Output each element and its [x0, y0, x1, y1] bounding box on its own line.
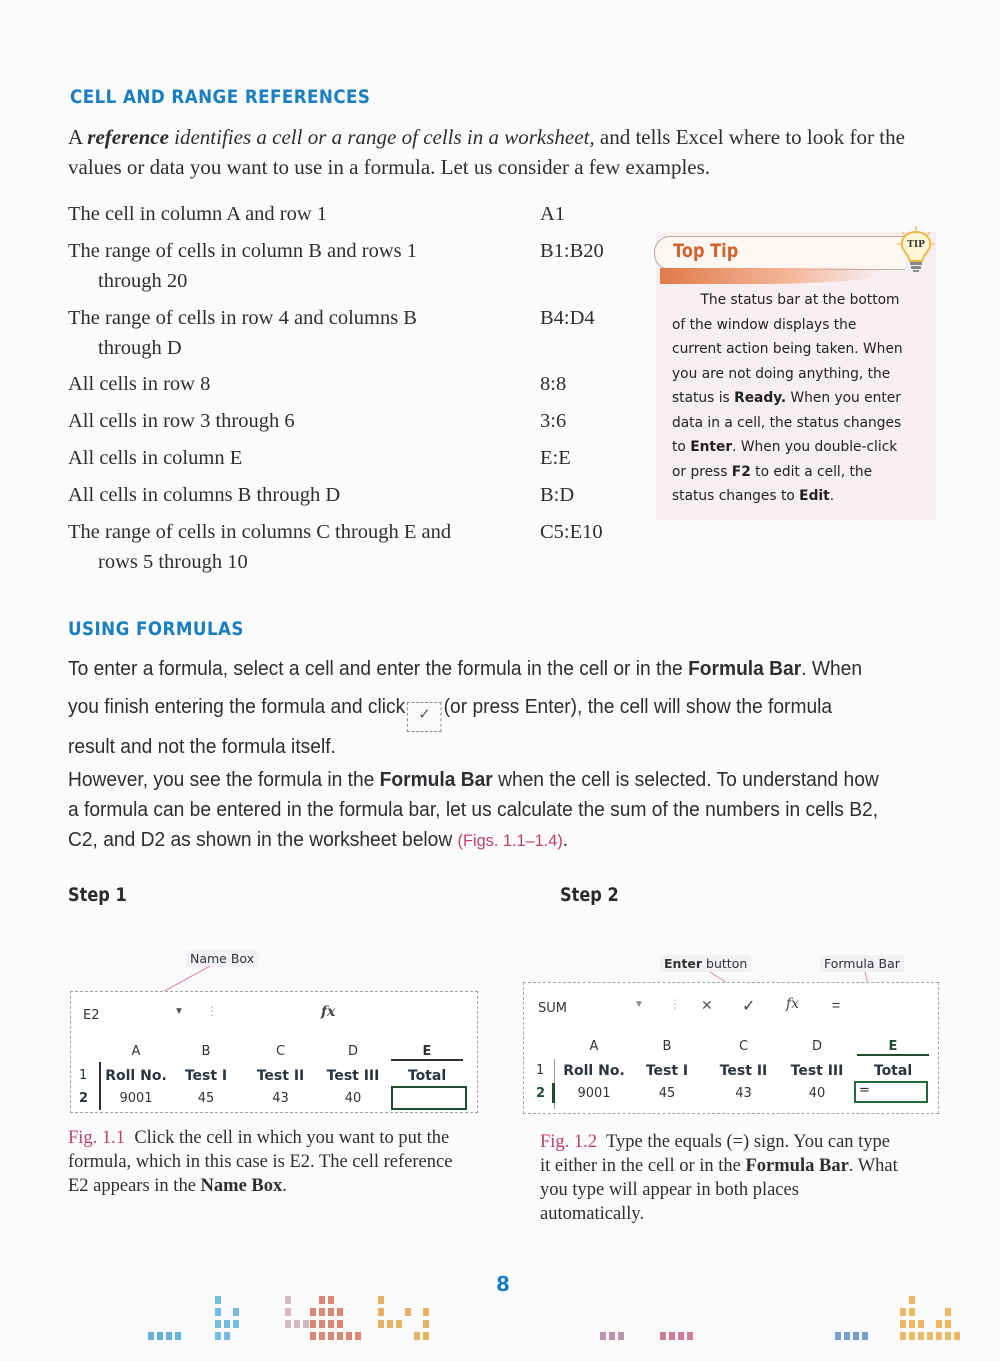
cell[interactable]: Test I: [184, 1068, 228, 1084]
p2-text-e: .: [562, 829, 569, 851]
name-box[interactable]: SUM: [538, 1001, 567, 1016]
tip-bold-f2: F2: [731, 463, 751, 480]
footer-decoration-block: [945, 1332, 951, 1340]
p2-text-d: C2, and D2 as shown in the worksheet below: [68, 829, 458, 851]
footer-decoration-block: [423, 1332, 429, 1340]
footer-decoration-block: [337, 1308, 343, 1316]
footer-decoration-block: [328, 1308, 334, 1316]
intro-term: reference: [87, 125, 169, 149]
formula-bar[interactable]: [356, 998, 466, 1024]
footer-decoration-block: [387, 1320, 393, 1328]
footer-decoration-block: [618, 1332, 624, 1340]
reference-desc-cont: rows 5 through 10: [98, 551, 248, 573]
p2-line-1: [68, 765, 932, 795]
footer-decoration-block: [337, 1332, 343, 1340]
cell[interactable]: 40: [808, 1086, 826, 1101]
top-tip-title: Top Tip: [673, 240, 739, 262]
cell[interactable]: 9001: [577, 1086, 611, 1101]
formula-bar[interactable]: =: [832, 997, 841, 1013]
footer-decoration-block: [936, 1320, 942, 1328]
cell[interactable]: 45: [197, 1091, 215, 1106]
cell[interactable]: 43: [272, 1091, 289, 1106]
footer-decoration-block: [660, 1332, 666, 1340]
footer-decoration-block: [918, 1332, 924, 1340]
section-heading-cell-references: CELL AND RANGE REFERENCES: [70, 86, 371, 108]
column-header-selected[interactable]: E: [857, 1039, 929, 1056]
figure-number: Fig. 1.2: [540, 1132, 598, 1152]
footer-decoration-block: [954, 1332, 960, 1340]
footer-decoration-block: [423, 1320, 429, 1328]
row-header[interactable]: 2: [536, 1086, 546, 1101]
tip-text-2: When you enter data in a cell, the status changes to: [672, 390, 902, 455]
tip-bold-edit: Edit: [799, 488, 830, 504]
reference-value: 3:6: [540, 410, 567, 432]
reference-value: E:E: [540, 447, 571, 469]
footer-decoration-block: [294, 1320, 300, 1328]
reference-value: B1:B20: [540, 240, 604, 262]
footer-decoration-block: [319, 1332, 325, 1340]
reference-description: [68, 517, 528, 577]
footer-decoration-block: [310, 1332, 316, 1340]
column-header-selected[interactable]: E: [391, 1044, 463, 1061]
column-header[interactable]: C: [738, 1039, 749, 1054]
footer-decoration-block: [303, 1320, 309, 1328]
reference-value: 8:8: [540, 373, 567, 395]
tip-text-3: . When you double-click or press: [672, 439, 898, 480]
step-1-label: Step 1: [68, 884, 127, 906]
footer-decoration-block: [378, 1320, 384, 1328]
selected-cell-value: =: [859, 1083, 870, 1098]
tip-bold-ready: Ready.: [734, 390, 787, 406]
footer-decoration-block: [319, 1296, 325, 1304]
row-header[interactable]: 2: [79, 1091, 89, 1106]
p1-text: To enter a formula, select a cell and enter the formula in the cell or in the: [68, 658, 689, 680]
footer-decoration-block: [909, 1296, 915, 1304]
tip-text-5: .: [829, 488, 835, 504]
figure-reference: (Figs. 1.1–1.4): [457, 831, 563, 850]
footer-decoration-block: [215, 1308, 221, 1316]
reference-desc-line: The range of cells in column B and rows 1: [68, 240, 417, 262]
cell[interactable]: Test II: [719, 1063, 768, 1079]
intro-paragraph: [68, 122, 948, 182]
footer-decoration-block: [927, 1332, 933, 1340]
footer-decoration-block: [310, 1320, 316, 1328]
footer-decoration-block: [853, 1332, 859, 1340]
section-heading-using-formulas: USING FORMULAS: [68, 618, 244, 640]
footer-decoration-block: [148, 1332, 154, 1340]
footer-decoration-block: [414, 1332, 420, 1340]
p1-bold-formula-bar: Formula Bar: [688, 658, 802, 680]
footer-decoration-block: [678, 1332, 684, 1340]
footer-decoration-block: [328, 1296, 334, 1304]
cancel-button[interactable]: ✕: [701, 997, 713, 1013]
name-box-dropdown-icon[interactable]: ▼: [634, 999, 644, 1010]
footer-decoration-block: [900, 1332, 906, 1340]
footer-decoration-block: [669, 1332, 675, 1340]
p1-text-d: (or press Enter), the cell will show the formula: [443, 696, 833, 718]
column-header[interactable]: C: [275, 1044, 286, 1059]
separator-dots-icon: ⋮: [206, 1004, 218, 1018]
reference-description: The cell in column A and row 1: [68, 203, 328, 225]
footer-decoration-block: [346, 1332, 352, 1340]
footer-decoration-block: [909, 1320, 915, 1328]
cell[interactable]: Test II: [256, 1068, 305, 1084]
footer-decoration-block: [396, 1320, 402, 1328]
reference-value: B:D: [540, 484, 575, 506]
footer-decoration-block: [900, 1320, 906, 1328]
caption-text: Click the cell in which you want to put the formula, which in this case is E2. The cell reference E2 appears in the: [68, 1128, 453, 1196]
footer-decoration-block: [355, 1332, 361, 1340]
intro-text-end: and tells Excel where to look for the values or data you want to use in a formula. Let us consider a few examples.: [68, 125, 905, 179]
tip-text-1: The status bar at the bottom of the window displays the current action being taken. When you are not doing anything, the status is: [672, 292, 903, 406]
p1-text-b: . When: [801, 658, 862, 680]
p1-line-2: [68, 692, 932, 732]
reference-value: C5:E10: [540, 521, 603, 543]
footer-decoration-block: [687, 1332, 693, 1340]
footer-decoration-block: [166, 1332, 172, 1340]
cell[interactable]: 40: [344, 1091, 362, 1106]
cell[interactable]: Test I: [645, 1063, 689, 1079]
caption-bold: Formula Bar: [745, 1156, 849, 1176]
name-box-dropdown-icon[interactable]: ▼: [174, 1006, 184, 1017]
footer-decoration-block: [319, 1320, 325, 1328]
footer-decoration-block: [862, 1332, 868, 1340]
footer-decoration-block: [157, 1332, 163, 1340]
figure-1-2-caption: [540, 1130, 900, 1226]
p1-line-1: [68, 654, 932, 684]
column-header[interactable]: B: [201, 1044, 211, 1059]
cell[interactable]: Roll No.: [563, 1063, 625, 1079]
footer-decoration-block: [215, 1332, 221, 1340]
selected-cell-e2[interactable]: [391, 1086, 467, 1110]
footer-decoration-block: [233, 1308, 239, 1316]
intro-text: A: [68, 125, 88, 149]
footer-decoration-block: [285, 1320, 291, 1328]
footer-decoration-block: [224, 1332, 230, 1340]
footer-decoration-block: [600, 1332, 606, 1340]
reference-desc-line: The range of cells in row 4 and columns B: [68, 307, 417, 329]
callout-rest: button: [702, 956, 748, 971]
row-header[interactable]: 1: [79, 1068, 88, 1083]
footer-decoration-block: [909, 1332, 915, 1340]
footer-decoration-block: [918, 1320, 924, 1328]
footer-decoration-block: [285, 1296, 291, 1304]
footer-decoration-block: [328, 1332, 334, 1340]
caption-bold: Name Box: [200, 1176, 283, 1196]
p1-text-c: you finish entering the formula and click: [68, 696, 406, 718]
reference-desc-cont: through 20: [98, 270, 188, 292]
intro-italic-text: identifies a cell or a range of cells in a worksheet,: [168, 125, 595, 149]
figure-1-1-caption: [68, 1126, 468, 1198]
step-2-label: Step 2: [560, 884, 619, 906]
footer-decoration-block: [328, 1320, 334, 1328]
column-header[interactable]: A: [131, 1044, 141, 1059]
footer-decoration-block: [909, 1308, 915, 1316]
reference-description: [68, 303, 508, 363]
column-header[interactable]: B: [662, 1039, 672, 1054]
top-tip-text: [672, 288, 910, 509]
name-box-callout: Name Box: [186, 950, 258, 967]
cell[interactable]: Test III: [326, 1068, 380, 1084]
footer-decoration-block: [310, 1308, 316, 1316]
footer-decoration-block: [175, 1332, 181, 1340]
reference-description: [68, 236, 508, 296]
cell[interactable]: Test III: [790, 1063, 844, 1079]
footer-decoration-block: [378, 1296, 384, 1304]
worksheet-step-1: [70, 991, 478, 1113]
column-header[interactable]: A: [589, 1039, 599, 1054]
reference-description: All cells in row 3 through 6: [68, 410, 295, 432]
p2-text: However, you see the formula in the: [68, 769, 380, 791]
caption-end: .: [282, 1176, 287, 1196]
footer-decoration-block: [844, 1332, 850, 1340]
reference-description: All cells in row 8: [68, 373, 211, 395]
footer-decoration-block: [609, 1332, 615, 1340]
reference-value: A1: [540, 203, 566, 225]
footer-decoration-block: [215, 1320, 221, 1328]
p2-line-2: a formula can be entered in the formula bar, let us calculate the sum of the numbers in cells B2,: [68, 799, 879, 821]
footer-decoration-block: [835, 1332, 841, 1340]
cell[interactable]: Total: [873, 1063, 913, 1079]
worksheet-step-2: [523, 982, 939, 1114]
tip-badge-text: TIP: [907, 240, 925, 250]
page-number: 8: [496, 1272, 510, 1296]
name-box[interactable]: E2: [83, 1008, 100, 1023]
row-header[interactable]: 1: [536, 1063, 545, 1078]
footer-decoration-block: [337, 1320, 343, 1328]
callout-bold: Enter: [664, 956, 703, 971]
p2-text-b: when the cell is selected. To understand how: [492, 769, 879, 791]
reference-description: All cells in column E: [68, 447, 243, 469]
reference-value: B4:D4: [540, 307, 595, 329]
insert-function-icon[interactable]: fx: [786, 996, 800, 1012]
tip-text-4: to edit a cell, the status changes to: [672, 463, 873, 504]
cell[interactable]: Total: [407, 1068, 447, 1084]
selected-cell-e2[interactable]: [854, 1081, 928, 1103]
enter-checkmark-icon: ✓: [407, 702, 442, 732]
footer-decoration-block: [900, 1308, 906, 1316]
caption-text: Type the equals (=) sign. You can type it either in the cell or in the: [540, 1132, 891, 1176]
cell[interactable]: 45: [658, 1086, 676, 1101]
reference-desc-cont: through D: [98, 337, 182, 359]
lightbulb-icon: [896, 226, 936, 276]
p2-line-3: [68, 825, 932, 856]
figure-number: Fig. 1.1: [68, 1128, 126, 1148]
cell[interactable]: Roll No.: [105, 1068, 167, 1084]
tip-bold-enter: Enter: [690, 439, 733, 455]
formula-paragraph-2: [68, 765, 932, 856]
footer-decoration-block: [285, 1308, 291, 1316]
formula-bar-callout: Formula Bar: [820, 955, 904, 972]
footer-decoration-block: [936, 1332, 942, 1340]
separator-dots-icon: ⋮: [669, 997, 681, 1011]
reference-description: All cells in columns B through D: [68, 484, 341, 506]
formula-paragraph-1: [68, 654, 932, 762]
insert-function-icon[interactable]: fx: [321, 1004, 336, 1020]
reference-desc-line: The range of cells in columns C through E and: [68, 521, 452, 543]
column-header[interactable]: D: [347, 1044, 358, 1059]
footer-decoration-block: [215, 1296, 221, 1304]
enter-button[interactable]: ✓: [742, 998, 756, 1015]
footer-decoration-block: [319, 1308, 325, 1316]
cell[interactable]: 9001: [119, 1091, 153, 1106]
footer-decoration-block: [233, 1320, 239, 1328]
p1-line-3: result and not the formula itself.: [68, 736, 336, 758]
p2-bold-formula-bar: Formula Bar: [379, 769, 493, 791]
cell[interactable]: 43: [735, 1086, 752, 1101]
footer-decoration-block: [945, 1308, 951, 1316]
footer-decoration-block: [405, 1308, 411, 1316]
column-header[interactable]: D: [811, 1039, 822, 1054]
footer-decoration-block: [224, 1320, 230, 1328]
active-row-marker: [552, 1083, 555, 1103]
caption-text-2: . What you type will appear in both places automatically.: [540, 1156, 898, 1224]
footer-decoration-block: [378, 1308, 384, 1316]
footer-decoration-block: [945, 1320, 951, 1328]
footer-decoration-block: [423, 1308, 429, 1316]
